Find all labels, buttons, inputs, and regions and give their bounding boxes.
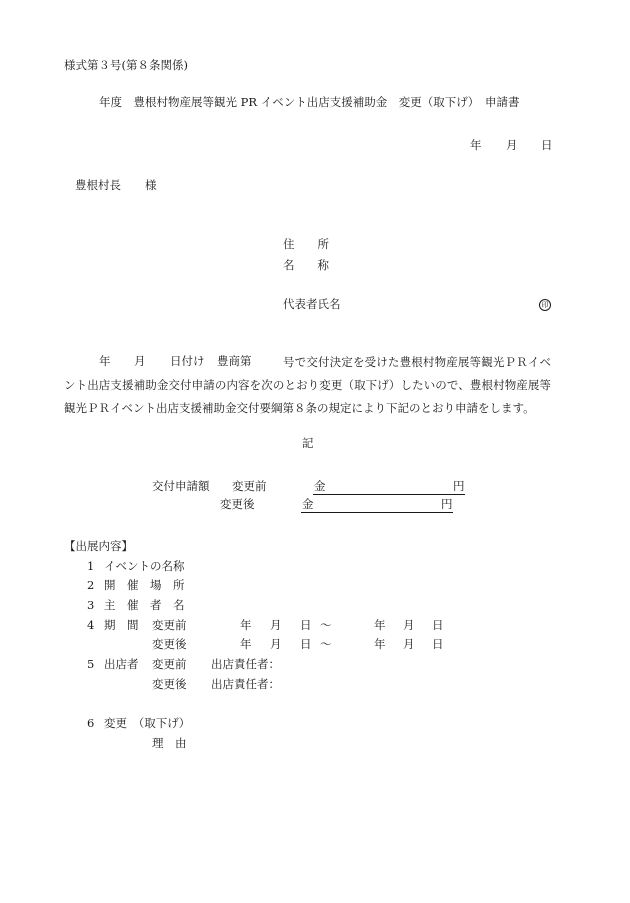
reason-label: 理 由 (152, 736, 187, 750)
representative-label: 代表者氏名 (283, 297, 341, 311)
amount-before-unit: 円 (453, 479, 465, 493)
item-label: 出店者 (104, 657, 139, 671)
name-label: 名 称 (283, 258, 329, 272)
period-end-month: 月 (403, 618, 415, 632)
period-end-month: 月 (403, 637, 415, 651)
period-start-month: 月 (270, 618, 282, 632)
date-year: 年 (470, 138, 482, 152)
item-number: 3 (87, 598, 95, 612)
period-end-year: 年 (374, 637, 386, 651)
period-start-month: 月 (270, 637, 282, 651)
intro-ref: 豊商第 (217, 354, 252, 368)
contents-heading: 【出展内容】 (64, 539, 133, 553)
exhibitor-before-label: 変更前 (152, 657, 187, 671)
item-label: イベントの名称 (104, 559, 185, 573)
item-label: 主 催 者 名 (104, 598, 185, 612)
exhibitor-before-field: 出店責任者： (211, 657, 280, 671)
intro-day: 日付け (170, 354, 205, 368)
document-title: 年度 豊根村物産展等観光 PR イベント出店支援補助金 変更（取下げ） 申請書 (99, 95, 520, 109)
amount-after-prefix: 金 (302, 497, 314, 511)
body-paragraph: 号で交付決定を受けた豊根村物産展等観光ＰＲイベント出店支援補助金交付申請の内容を次のとおり変更（取下げ）したいので、豊根村物産展等観光ＰＲイベント出店支援補助金交付要綱第８条の規定により下記のとおり申請をします。 (64, 355, 551, 415)
period-end-year: 年 (374, 618, 386, 632)
addressee-honorific: 様 (145, 178, 157, 192)
item-number: 6 (87, 716, 95, 730)
item-label: 変更 （取下げ） (104, 716, 191, 730)
period-before-label: 変更前 (152, 618, 187, 632)
date-month: 月 (506, 138, 518, 152)
amount-after-label: 変更後 (220, 497, 255, 511)
amount-before-line (313, 494, 465, 495)
period-start-year: 年 (240, 637, 252, 651)
item-number: 1 (87, 559, 95, 573)
period-start-year: 年 (240, 618, 252, 632)
period-start-day: 日 (300, 637, 312, 651)
exhibitor-after-label: 変更後 (152, 677, 187, 691)
amount-label: 交付申請額 (152, 479, 210, 493)
period-tilde: ～ (320, 618, 332, 632)
exhibitor-after-field: 出店責任者： (211, 677, 280, 691)
seal-icon: 印 (539, 299, 551, 311)
item-number: 5 (87, 657, 95, 671)
intro-year: 年 (99, 354, 111, 368)
period-end-day: 日 (432, 637, 444, 651)
amount-before-prefix: 金 (314, 479, 326, 493)
item-label: 期 間 (104, 618, 139, 632)
item-number: 4 (87, 618, 95, 632)
amount-after-line (301, 512, 453, 513)
ki-heading: 記 (302, 436, 314, 450)
period-after-label: 変更後 (152, 637, 187, 651)
item-number: 2 (87, 578, 95, 592)
form-number: 様式第３号(第８条関係) (64, 58, 188, 72)
period-start-day: 日 (300, 618, 312, 632)
addressee-name: 豊根村長 (75, 178, 121, 192)
period-tilde: ～ (320, 637, 332, 651)
period-end-day: 日 (432, 618, 444, 632)
amount-after-unit: 円 (441, 497, 453, 511)
intro-month: 月 (134, 354, 146, 368)
date-day: 日 (541, 138, 553, 152)
amount-before-label: 変更前 (232, 479, 267, 493)
item-label: 開 催 場 所 (104, 578, 185, 592)
address-label: 住 所 (283, 237, 329, 251)
